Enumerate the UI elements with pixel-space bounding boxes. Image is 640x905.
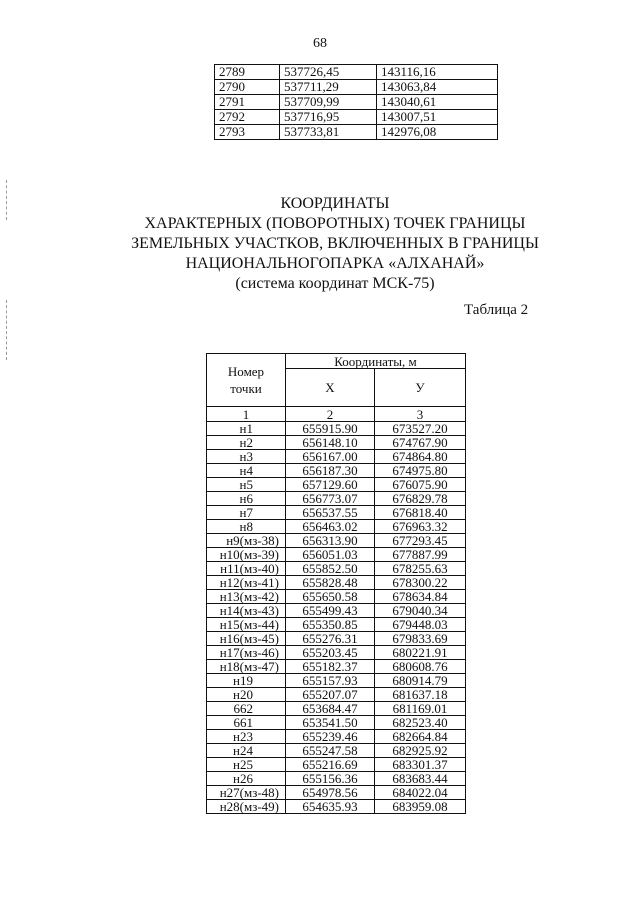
table-row: [215, 110, 498, 125]
table-row: [207, 478, 466, 492]
table-row: [207, 506, 466, 520]
table-cell: н2: [207, 436, 286, 450]
table-cell: 654978.56: [286, 786, 375, 800]
table-cell: 679833.69: [375, 632, 466, 646]
table-cell: н12(мз-41): [207, 576, 286, 590]
table-row: [207, 436, 466, 450]
table-cell: 656051.03: [286, 548, 375, 562]
table-row: [207, 534, 466, 548]
table-cell: 682664.84: [375, 730, 466, 744]
table-cell: н16(мз-45): [207, 632, 286, 646]
table-row: [207, 730, 466, 744]
table-row: [207, 758, 466, 772]
table-row: [207, 548, 466, 562]
table-cell: 657129.60: [286, 478, 375, 492]
coordinates-table-body: [207, 422, 466, 814]
table-cell: 142976,08: [377, 125, 498, 140]
table-cell: н25: [207, 758, 286, 772]
table-row: [207, 674, 466, 688]
table-cell: н19: [207, 674, 286, 688]
table-cell: н20: [207, 688, 286, 702]
table-cell: 676818.40: [375, 506, 466, 520]
table-cell: н17(мз-46): [207, 646, 286, 660]
table-cell: н28(мз-49): [207, 800, 286, 814]
table-cell: н10(мз-39): [207, 548, 286, 562]
table-cell: 678300.22: [375, 576, 466, 590]
table-cell: 683959.08: [375, 800, 466, 814]
table-cell: н13(мз-42): [207, 590, 286, 604]
table-cell: 655203.45: [286, 646, 375, 660]
table-cell: 656313.90: [286, 534, 375, 548]
table-cell: 684022.04: [375, 786, 466, 800]
table-cell: 679040.34: [375, 604, 466, 618]
header-point-number-label: Номер точки: [227, 364, 265, 396]
table-cell: 680914.79: [375, 674, 466, 688]
table-cell: н14(мз-43): [207, 604, 286, 618]
table-cell: 682523.40: [375, 716, 466, 730]
table-row: [207, 576, 466, 590]
continuation-table: [214, 64, 498, 140]
table-cell: 674864.80: [375, 450, 466, 464]
table-row: [207, 632, 466, 646]
table-cell: 681637.18: [375, 688, 466, 702]
table-cell: н4: [207, 464, 286, 478]
coordinates-table-header: [207, 354, 466, 422]
table-cell: 680608.76: [375, 660, 466, 674]
margin-dash-middle: [6, 300, 9, 360]
table-cell: 677293.45: [375, 534, 466, 548]
table-cell: 143007,51: [377, 110, 498, 125]
table-cell: 656167.00: [286, 450, 375, 464]
table-row: [207, 772, 466, 786]
heading-line-4: НАЦИОНАЛЬНОГОПАРКА «АЛХАНАЙ»: [185, 255, 485, 272]
table-row: [207, 562, 466, 576]
table-cell: 653541.50: [286, 716, 375, 730]
table-cell: н23: [207, 730, 286, 744]
table-cell: 655852.50: [286, 562, 375, 576]
table-cell: 143116,16: [377, 65, 498, 80]
table-cell: 681169.01: [375, 702, 466, 716]
table-cell: 656187.30: [286, 464, 375, 478]
table-cell: н1: [207, 422, 286, 436]
table-cell: н11(мз-40): [207, 562, 286, 576]
table-cell: 676963.32: [375, 520, 466, 534]
table-cell: 656773.07: [286, 492, 375, 506]
column-index-2: 2: [286, 407, 375, 422]
table-cell: 683301.37: [375, 758, 466, 772]
table-cell: 655156.36: [286, 772, 375, 786]
table-cell: 676829.78: [375, 492, 466, 506]
table-cell: н8: [207, 520, 286, 534]
table-cell: н9(мз-38): [207, 534, 286, 548]
table-cell: 537716,95: [280, 110, 377, 125]
table-cell: 674975.80: [375, 464, 466, 478]
table-row: [207, 660, 466, 674]
table-cell: н7: [207, 506, 286, 520]
table-row: [207, 422, 466, 436]
table-row: [215, 125, 498, 140]
document-heading: [0, 194, 640, 294]
header-y: У: [375, 369, 466, 407]
header-coordinates: Координаты, м: [286, 354, 466, 369]
table-cell: 143040,61: [377, 95, 498, 110]
table-cell: 655182.37: [286, 660, 375, 674]
table-cell: 654635.93: [286, 800, 375, 814]
continuation-table-body: [215, 65, 498, 140]
table-cell: 677887.99: [375, 548, 466, 562]
table-cell: 2792: [215, 110, 280, 125]
heading-line-3: ЗЕМЕЛЬНЫХ УЧАСТКОВ, ВКЛЮЧЕННЫХ В ГРАНИЦЫ: [131, 235, 539, 252]
table-cell: 682925.92: [375, 744, 466, 758]
table-cell: 655828.48: [286, 576, 375, 590]
table-row: [207, 450, 466, 464]
table-row: [207, 520, 466, 534]
table-cell: 655207.07: [286, 688, 375, 702]
table-cell: 655915.90: [286, 422, 375, 436]
heading-line-5: (система координат МСК-75): [235, 275, 435, 292]
table-cell: 673527.20: [375, 422, 466, 436]
header-point-number: [207, 354, 286, 407]
table-cell: н15(мз-44): [207, 618, 286, 632]
table-cell: 2791: [215, 95, 280, 110]
heading-line-2: ХАРАКТЕРНЫХ (ПОВОРОТНЫХ) ТОЧЕК ГРАНИЦЫ: [144, 215, 526, 232]
table-row: [207, 716, 466, 730]
table-cell: 537711,29: [280, 80, 377, 95]
table-row: [215, 80, 498, 95]
table-cell: 678634.84: [375, 590, 466, 604]
table-row: [207, 800, 466, 814]
table-row: [207, 604, 466, 618]
table-cell: 676075.90: [375, 478, 466, 492]
table-cell: н6: [207, 492, 286, 506]
table-cell: 683683.44: [375, 772, 466, 786]
table-cell: н24: [207, 744, 286, 758]
table-row: [215, 95, 498, 110]
table-row: [207, 646, 466, 660]
table-row: [215, 65, 498, 80]
table-cell: 680221.91: [375, 646, 466, 660]
table-cell: н3: [207, 450, 286, 464]
table-cell: 655247.58: [286, 744, 375, 758]
heading-line-1: КООРДИНАТЫ: [280, 195, 390, 212]
table-cell: 2790: [215, 80, 280, 95]
table-cell: 679448.03: [375, 618, 466, 632]
table-cell: 655157.93: [286, 674, 375, 688]
table-row: [207, 618, 466, 632]
table-cell: 655276.31: [286, 632, 375, 646]
table-cell: 653684.47: [286, 702, 375, 716]
table-cell: 537709,99: [280, 95, 377, 110]
table-row: [207, 786, 466, 800]
column-index-3: 3: [375, 407, 466, 422]
column-index-row: [207, 407, 466, 422]
table-cell: н26: [207, 772, 286, 786]
page-number: 68: [313, 36, 327, 51]
table-row: [207, 464, 466, 478]
table-cell: 662: [207, 702, 286, 716]
table-cell: 2793: [215, 125, 280, 140]
header-x: X: [286, 369, 375, 407]
table-cell: 656148.10: [286, 436, 375, 450]
table-cell: 655650.58: [286, 590, 375, 604]
table-cell: 656537.55: [286, 506, 375, 520]
table-cell: 143063,84: [377, 80, 498, 95]
table-cell: 537733,81: [280, 125, 377, 140]
table-cell: 661: [207, 716, 286, 730]
table-cell: 655350.85: [286, 618, 375, 632]
table-cell: 656463.02: [286, 520, 375, 534]
table-cell: 2789: [215, 65, 280, 80]
table-cell: 655239.46: [286, 730, 375, 744]
table-cell: 674767.90: [375, 436, 466, 450]
table-cell: н27(мз-48): [207, 786, 286, 800]
table-cell: 678255.63: [375, 562, 466, 576]
table-row: [207, 702, 466, 716]
table-cell: 537726,45: [280, 65, 377, 80]
table-row: [207, 492, 466, 506]
table-row: [207, 688, 466, 702]
table-cell: н5: [207, 478, 286, 492]
coordinates-table: [206, 353, 466, 814]
table-row: [207, 744, 466, 758]
table-row: [207, 590, 466, 604]
table-cell: 655499.43: [286, 604, 375, 618]
table-label: Таблица 2: [464, 302, 529, 318]
table-cell: 655216.69: [286, 758, 375, 772]
table-cell: н18(мз-47): [207, 660, 286, 674]
column-index-1: 1: [207, 407, 286, 422]
